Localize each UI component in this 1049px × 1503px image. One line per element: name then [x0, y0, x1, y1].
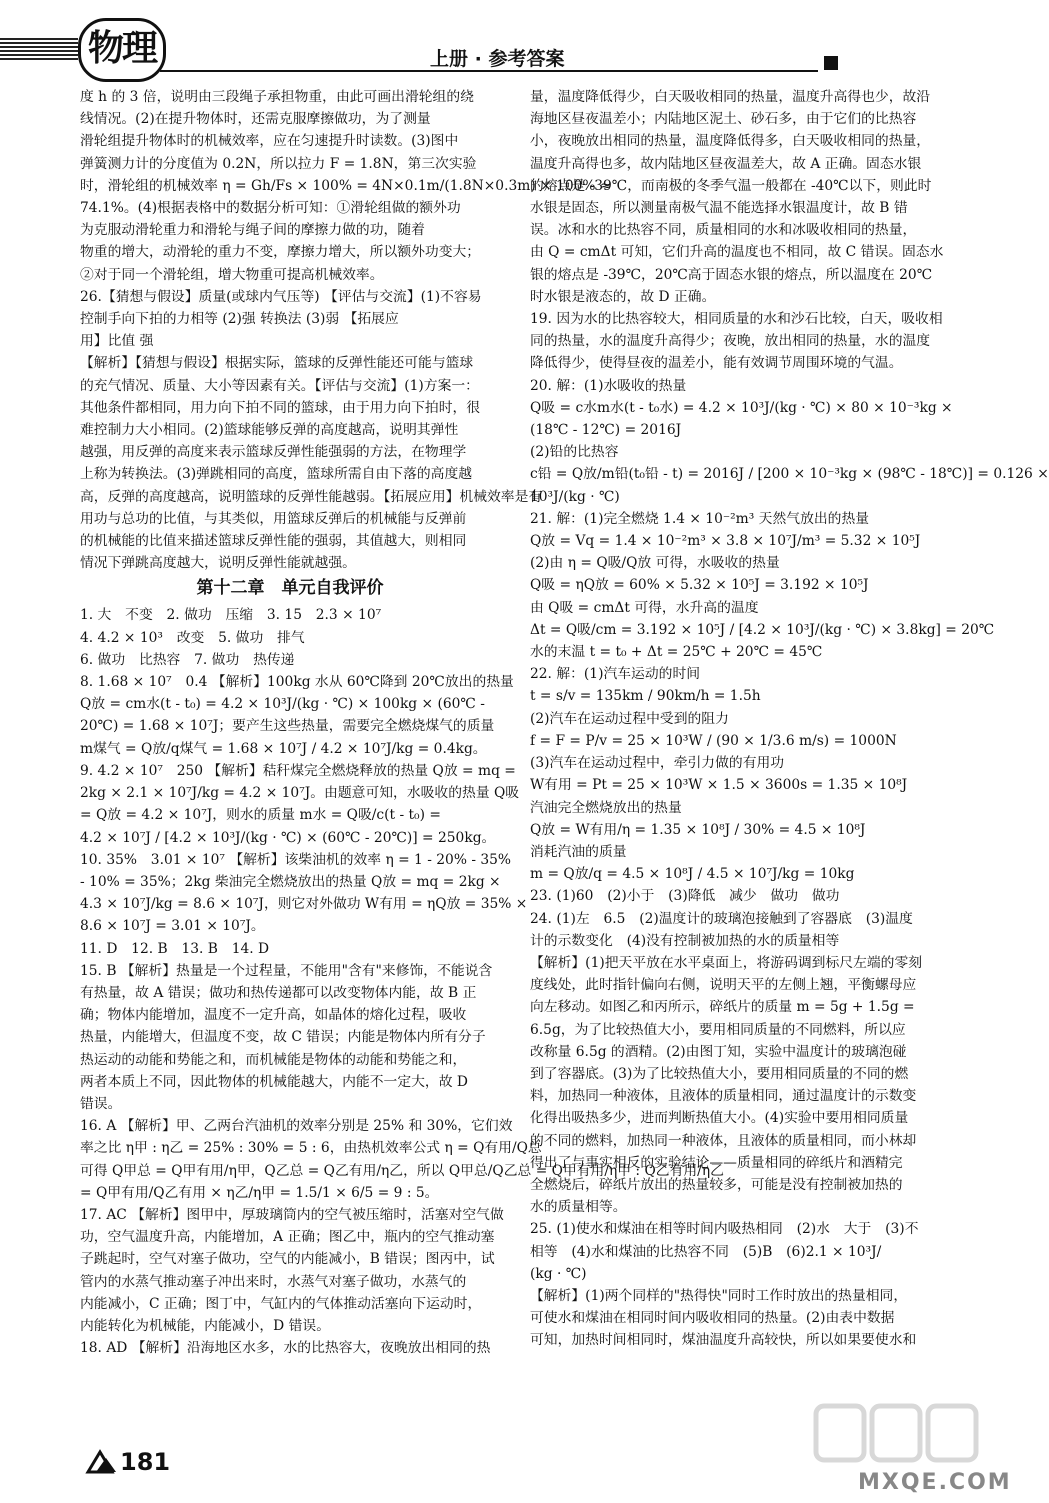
text-line: 由 Q吸 = cmΔt 可得，水升高的温度: [530, 599, 759, 616]
text-line: 【解析】(1)把天平放在水平桌面上，将游码调到标尺左端的零刻: [530, 954, 923, 971]
text-line: 内能转化为机械能，内能减小，D 错误。: [80, 1317, 330, 1334]
text-line: 水的末温 t = t₀ + Δt = 25℃ + 20℃ = 45℃: [530, 644, 823, 661]
text-line: 其他条件都相同，用力向下拍不同的篮球，由于用力向下拍时，很: [80, 399, 481, 416]
text-line: 11. D 12. B 13. B 14. D: [80, 940, 270, 957]
text-line: ②对于同一个滑轮组，增大物重可提高机械效率。: [80, 266, 384, 283]
text-line: 内能减小，C 正确；图丁中，气缸内的气体推动活塞向下运动时，: [80, 1295, 482, 1312]
mountain-logo-icon: [86, 1448, 118, 1474]
text-line: 得出了与事实相反的实验结论——质量相同的碎纸片和酒精完: [530, 1154, 903, 1171]
header-stripes: [0, 38, 78, 60]
chapter-title: 第十二章 单元自我评价: [196, 578, 384, 599]
text-line: 用功与总功的比值，与其类似，用篮球反弹后的机械能与反弹前: [80, 510, 467, 527]
text-line: 18. AD 【解析】沿海地区水多，水的比热容大，夜晚放出相同的热: [80, 1340, 491, 1357]
text-line: 化得出吸热多少，进而判断热值大小。(4)实验中要用相同质量: [530, 1110, 909, 1127]
text-line: 水银是固态，所以测量南极气温不能选择水银温度计，故 B 错: [530, 200, 908, 217]
text-line: 计的示数变化 (4)没有控制被加热的水的质量相等: [530, 932, 840, 949]
text-line: Q吸 = ηQ放 = 60% × 5.32 × 10⁵J = 3.192 × 10⁵J: [530, 577, 869, 594]
text-line: 用】比值 强: [80, 333, 154, 350]
text-line: 19. 因为水的比热容较大，相同质量的水和沙石比较，白天，吸收相: [530, 311, 943, 328]
text-line: 74.1%。(4)根据表格中的数据分析可知：①滑轮组做的额外功: [80, 200, 461, 217]
text-line: 16. A 【解析】甲、乙两台汽油机的效率分别是 25% 和 30%，它们效: [80, 1118, 513, 1135]
text-line: 可使水和煤油在相同时间内吸收相同的热量。(2)由表中数据: [530, 1310, 895, 1327]
text-line: 全燃烧后，碎纸片放出的热量较多，可能是没有控制被加热的: [530, 1176, 903, 1193]
text-line: 4.2 × 10⁷J / [4.2 × 10³J/(kg · ℃) × (60℃ - 20℃)] = 250kg。: [80, 829, 496, 846]
text-line: 6. 做功 比热容 7. 做功 热传递: [80, 651, 295, 668]
text-line: 15. B 【解析】热量是一个过程量，不能用"含有"来修饰，不能说含: [80, 962, 493, 979]
text-line: 物重的增大，动滑轮的重力不变，摩擦力增大，所以额外功变大；: [80, 244, 481, 261]
header-rule: [160, 70, 818, 72]
text-line: 20℃) = 1.68 × 10⁷J；要产生这些热量，需要完全燃烧煤气的质量: [80, 718, 495, 735]
text-line: 控制手向下拍的力相等 (2)强 转换法 (3)弱 【拓展应: [80, 311, 399, 328]
text-line: 降低得少，使得昼夜的温差小，能有效调节周围环境的气温。: [530, 355, 903, 372]
text-line: 功，空气温度升高，内能增加，A 正确；图乙中，瓶内的空气推动塞: [80, 1229, 495, 1246]
right-column: [530, 86, 1049, 1352]
text-line: 误。冰和水的比热容不同，质量相同的水和冰吸收相同的热量，: [530, 222, 917, 239]
text-line: = Q放 = 4.2 × 10⁷J，则水的质量 m水 = Q吸/c(t - t₀) =: [80, 807, 441, 824]
text-line: 22. 解：(1)汽车运动的时间: [530, 666, 701, 683]
text-line: 4. 4.2 × 10³ 改变 5. 做功 排气: [80, 629, 305, 646]
text-line: 为克服动滑轮重力和滑轮与绳子间的摩擦力做的功，随着: [80, 222, 425, 239]
text-line: 管内的水蒸气推动塞子冲出来时，水蒸气对塞子做功，水蒸气的: [80, 1273, 467, 1290]
text-line: m = Q放/q = 4.5 × 10⁸J / 4.5 × 10⁷J/kg = 10kg: [530, 866, 855, 883]
text-line: 6.5g，为了比较热值大小，要用相同质量的不同燃料，所以应: [530, 1021, 906, 1038]
text-line: 8.6 × 10⁷J = 3.01 × 10⁷J。: [80, 918, 265, 935]
text-line: 26.【猜想与假设】质量(或球内气压等) 【评估与交流】(1)不容易: [80, 288, 482, 305]
text-line: 可知，加热时间相同时，煤油温度升高较快，所以如果要使水和: [530, 1332, 917, 1349]
text-line: 汽油完全燃烧放出的热量: [530, 799, 682, 816]
text-line: Q放 = cm水(t - t₀) = 4.2 × 10³J/(kg · ℃) × 100kg × (60℃ -: [80, 696, 485, 713]
text-line: 热运动的动能和势能之和，而机械能是物体的动能和势能之和，: [80, 1051, 467, 1068]
text-line: 消耗汽油的质量: [530, 843, 627, 860]
text-line: 可得 Q甲总 = Q甲有用/η甲，Q乙总 = Q乙有用/η乙，所以 Q甲总/Q乙总 = Q甲有用/η甲 : Q乙有用/η乙: [80, 1162, 724, 1179]
text-line: 9. 4.2 × 10⁷ 250 【解析】秸秆煤完全燃烧释放的热量 Q放 = mq =: [80, 762, 516, 779]
text-line: 的机械能的比值来描述篮球反弹性能的强弱，其值越大，则相同: [80, 533, 467, 550]
text-line: 上称为转换法。(3)弹跳相同的高度，篮球所需自由下落的高度越: [80, 466, 473, 483]
text-line: 2kg × 2.1 × 10⁷J/kg = 4.2 × 10⁷J。由题意可知，水吸收的热量 Q吸: [80, 785, 520, 802]
text-line: (kg · ℃): [530, 1265, 587, 1282]
text-line: 【解析】(1)两个同样的"热得快"同时工作时放出的热量相同，: [530, 1287, 908, 1304]
text-line: 越强，用反弹的高度来表示篮球反弹性能强弱的方法，在物理学: [80, 444, 467, 461]
text-line: - 10% = 35%；2kg 柴油完全燃烧放出的热量 Q放 = mq = 2kg ×: [80, 873, 501, 890]
header-square-marker: [824, 56, 838, 70]
text-line: (18℃ - 12℃) = 2016J: [530, 422, 682, 439]
text-line: 度 h 的 3 倍，说明由三段绳子承担物重，由此可画出滑轮组的绕: [80, 89, 474, 105]
text-line: (2)铅的比热容: [530, 444, 619, 461]
text-line: 水的质量相等。: [530, 1199, 627, 1216]
text-line: 同的热量，水的温度升高得少；夜晚，放出相同的热量，水的温度: [530, 333, 931, 350]
text-line: 21. 解：(1)完全燃烧 1.4 × 10⁻²m³ 天然气放出的热量: [530, 510, 870, 527]
text-line: 到了容器底。(3)为了比较热值大小，要用相同质量的不同的燃: [530, 1065, 909, 1082]
text-line: 错误。: [80, 1095, 122, 1112]
page-number: 181: [120, 1448, 171, 1476]
header-title: 上册 · 参考答案: [430, 48, 565, 70]
text-line: 高，反弹的高度越高，说明篮球的反弹性能越弱。【拓展应用】机械效率是有: [80, 488, 543, 505]
text-line: 滑轮组提升物体时的机械效率，应在匀速提升时读数。(3)图中: [80, 133, 459, 150]
watermark-text: MXQE.COM: [858, 1470, 1012, 1495]
text-line: 时水银是液态的，故 D 正确。: [530, 288, 716, 305]
text-line: Δt = Q吸/cm = 3.192 × 10⁵J / [4.2 × 10³J/(kg · ℃) × 3.8kg] = 20℃: [530, 621, 995, 638]
text-line: m煤气 = Q放/q煤气 = 1.68 × 10⁷J / 4.2 × 10⁷J/kg = 0.4kg。: [80, 740, 487, 757]
text-line: 23. (1)60 (2)小于 (3)降低 减少 做功 做功: [530, 888, 840, 905]
text-line: 弹簧测力计的分度值为 0.2N，所以拉力 F = 1.8N，第三次实验: [80, 155, 477, 172]
text-line: 子跳起时，空气对塞子做功，空气的内能减小，B 错误；图丙中，试: [80, 1251, 495, 1268]
text-line: 20. 解：(1)水吸收的热量: [530, 377, 687, 394]
text-line: t = s/v = 135km / 90km/h = 1.5h: [530, 688, 761, 705]
text-line: 率之比 η甲 : η乙 = 25% : 30% = 5 : 6，由热机效率公式 η = Q有用/Q总: [80, 1140, 542, 1157]
text-line: 改称量 6.5g 的酒精。(2)由图丁知，实验中温度计的玻璃泡碰: [530, 1043, 907, 1060]
text-line: 确；物体内能增加，温度不一定升高，如晶体的熔化过程，吸收: [80, 1007, 467, 1024]
text-line: 有热量，故 A 错误；做功和热传递都可以改变物体内能，故 B 正: [80, 984, 477, 1001]
text-line: 17. AC 【解析】图甲中，厚玻璃筒内的空气被压缩时，活塞对空气做: [80, 1206, 504, 1223]
text-line: (2)汽车在运动过程中受到的阻力: [530, 710, 729, 727]
text-line: (2)由 η = Q吸/Q放 可得，水吸收的热量: [530, 555, 780, 572]
text-line: 25. (1)使水和煤油在相等时间内吸热相同 (2)水 大于 (3)不: [530, 1221, 919, 1238]
text-line: 由 Q = cmΔt 可知，它们升高的温度也不相同，故 C 错误。固态水: [530, 244, 944, 261]
text-line: 的充气情况、质量、大小等因素有关。【评估与交流】(1)方案一：: [80, 377, 479, 394]
text-line: 度线处，此时指针偏向右侧，说明天平的左侧上翘，平衡螺母应: [530, 977, 917, 994]
text-line: 1. 大 不变 2. 做功 压缩 3. 15 2.3 × 10⁷: [80, 607, 382, 624]
text-line: 银的熔点是 -39℃，20℃高于固态水银的熔点，所以温度在 20℃: [530, 266, 933, 283]
text-line: 情况下弹跳高度越大，说明反弹性能就越强。: [80, 555, 356, 572]
text-line: Q吸 = c水m水(t - t₀水) = 4.2 × 10³J/(kg · ℃) × 80 × 10⁻³kg ×: [530, 399, 953, 416]
text-line: 4.3 × 10⁷J/kg = 8.6 × 10⁷J，则它对外做功 W有用 = ηQ放 = 35% ×: [80, 896, 528, 913]
text-line: 难控制力大小相同。(2)篮球能够反弹的高度越高，说明其弹性: [80, 422, 459, 439]
text-line: 时，滑轮组的机械效率 η = Gh/Fs × 100% = 4N×0.1m/(1.8N×0.3m) × 100% ≈: [80, 177, 612, 194]
text-line: 温度升高得也多，故内陆地区昼夜温差大，故 A 正确。固态水银: [530, 155, 922, 172]
text-line: Q放 = W有用/η = 1.35 × 10⁸J / 30% = 4.5 × 10⁸J: [530, 821, 866, 838]
text-line: 向左移动。如图乙和丙所示，碎纸片的质量 m = 5g + 1.5g =: [530, 999, 915, 1016]
text-line: 的不同的燃料，加热同一种液体，且液体的质量相同，而小林却: [530, 1132, 917, 1149]
text-line: 相等 (4)水和煤油的比热容不同 (5)B (6)2.1 × 10³J/: [530, 1243, 882, 1260]
text-line: W有用 = Pt = 25 × 10³W × 1.5 × 3600s = 1.35 × 10⁸J: [530, 777, 908, 794]
text-line: f = F = P/v = 25 × 10³W / (90 × 1/3.6 m/s) = 1000N: [530, 732, 897, 749]
text-line: 热量，内能增大，但温度不变，故 C 错误；内能是物体内所有分子: [80, 1029, 486, 1046]
subject-logo: 物理: [78, 18, 166, 82]
text-line: = Q甲有用/Q乙有用 × η乙/η甲 = 1.5/1 × 6/5 = 9 : 5。: [80, 1184, 439, 1201]
text-line: 24. (1)左 6.5 (2)温度计的玻璃泡接触到了容器底 (3)温度: [530, 910, 913, 927]
text-line: Q放 = Vq = 1.4 × 10⁻²m³ × 3.8 × 10⁷J/m³ = 5.32 × 10⁵J: [530, 533, 921, 550]
text-line: 10. 35% 3.01 × 10⁷ 【解析】该柴油机的效率 η = 1 - 20% - 35%: [80, 851, 512, 868]
text-line: 小，夜晚放出相同的热量，温度降低得多，白天吸收相同的热量，: [530, 133, 931, 150]
text-line: c铅 = Q放/m铅(t₀铅 - t) = 2016J / [200 × 10⁻³kg × (98℃ - 18℃)] = 0.126 ×: [530, 466, 1049, 483]
text-line: 海地区昼夜温差小；内陆地区泥土、砂石多，由于它们的比热容: [530, 111, 917, 128]
text-line: 料，加热同一种液体，且液体的质量相同，通过温度计的示数变: [530, 1088, 917, 1105]
text-line: 的熔点是 -39℃，而南极的冬季气温一般都在 -40℃以下，则此时: [530, 177, 932, 194]
text-line: 量，温度降低得少，白天吸收相同的热量，温度升高得也少，故沿: [530, 89, 931, 105]
text-line: 10³J/(kg · ℃): [530, 488, 620, 505]
page-header: [0, 0, 1000, 80]
text-line: (3)汽车在运动过程中，牵引力做的有用功: [530, 755, 785, 772]
text-line: 线情况。(2)在提升物体时，还需克服摩擦做功，为了测量: [80, 111, 431, 128]
text-line: 【解析】【猜想与假设】根据实际，篮球的反弹性能还可能与篮球: [80, 355, 474, 372]
text-line: 两者本质上不同，因此物体的机械能越大，内能不一定大，故 D: [80, 1073, 468, 1090]
text-line: 8. 1.68 × 10⁷ 0.4 【解析】100kg 水从 60℃降到 20℃放出的热量: [80, 674, 514, 691]
